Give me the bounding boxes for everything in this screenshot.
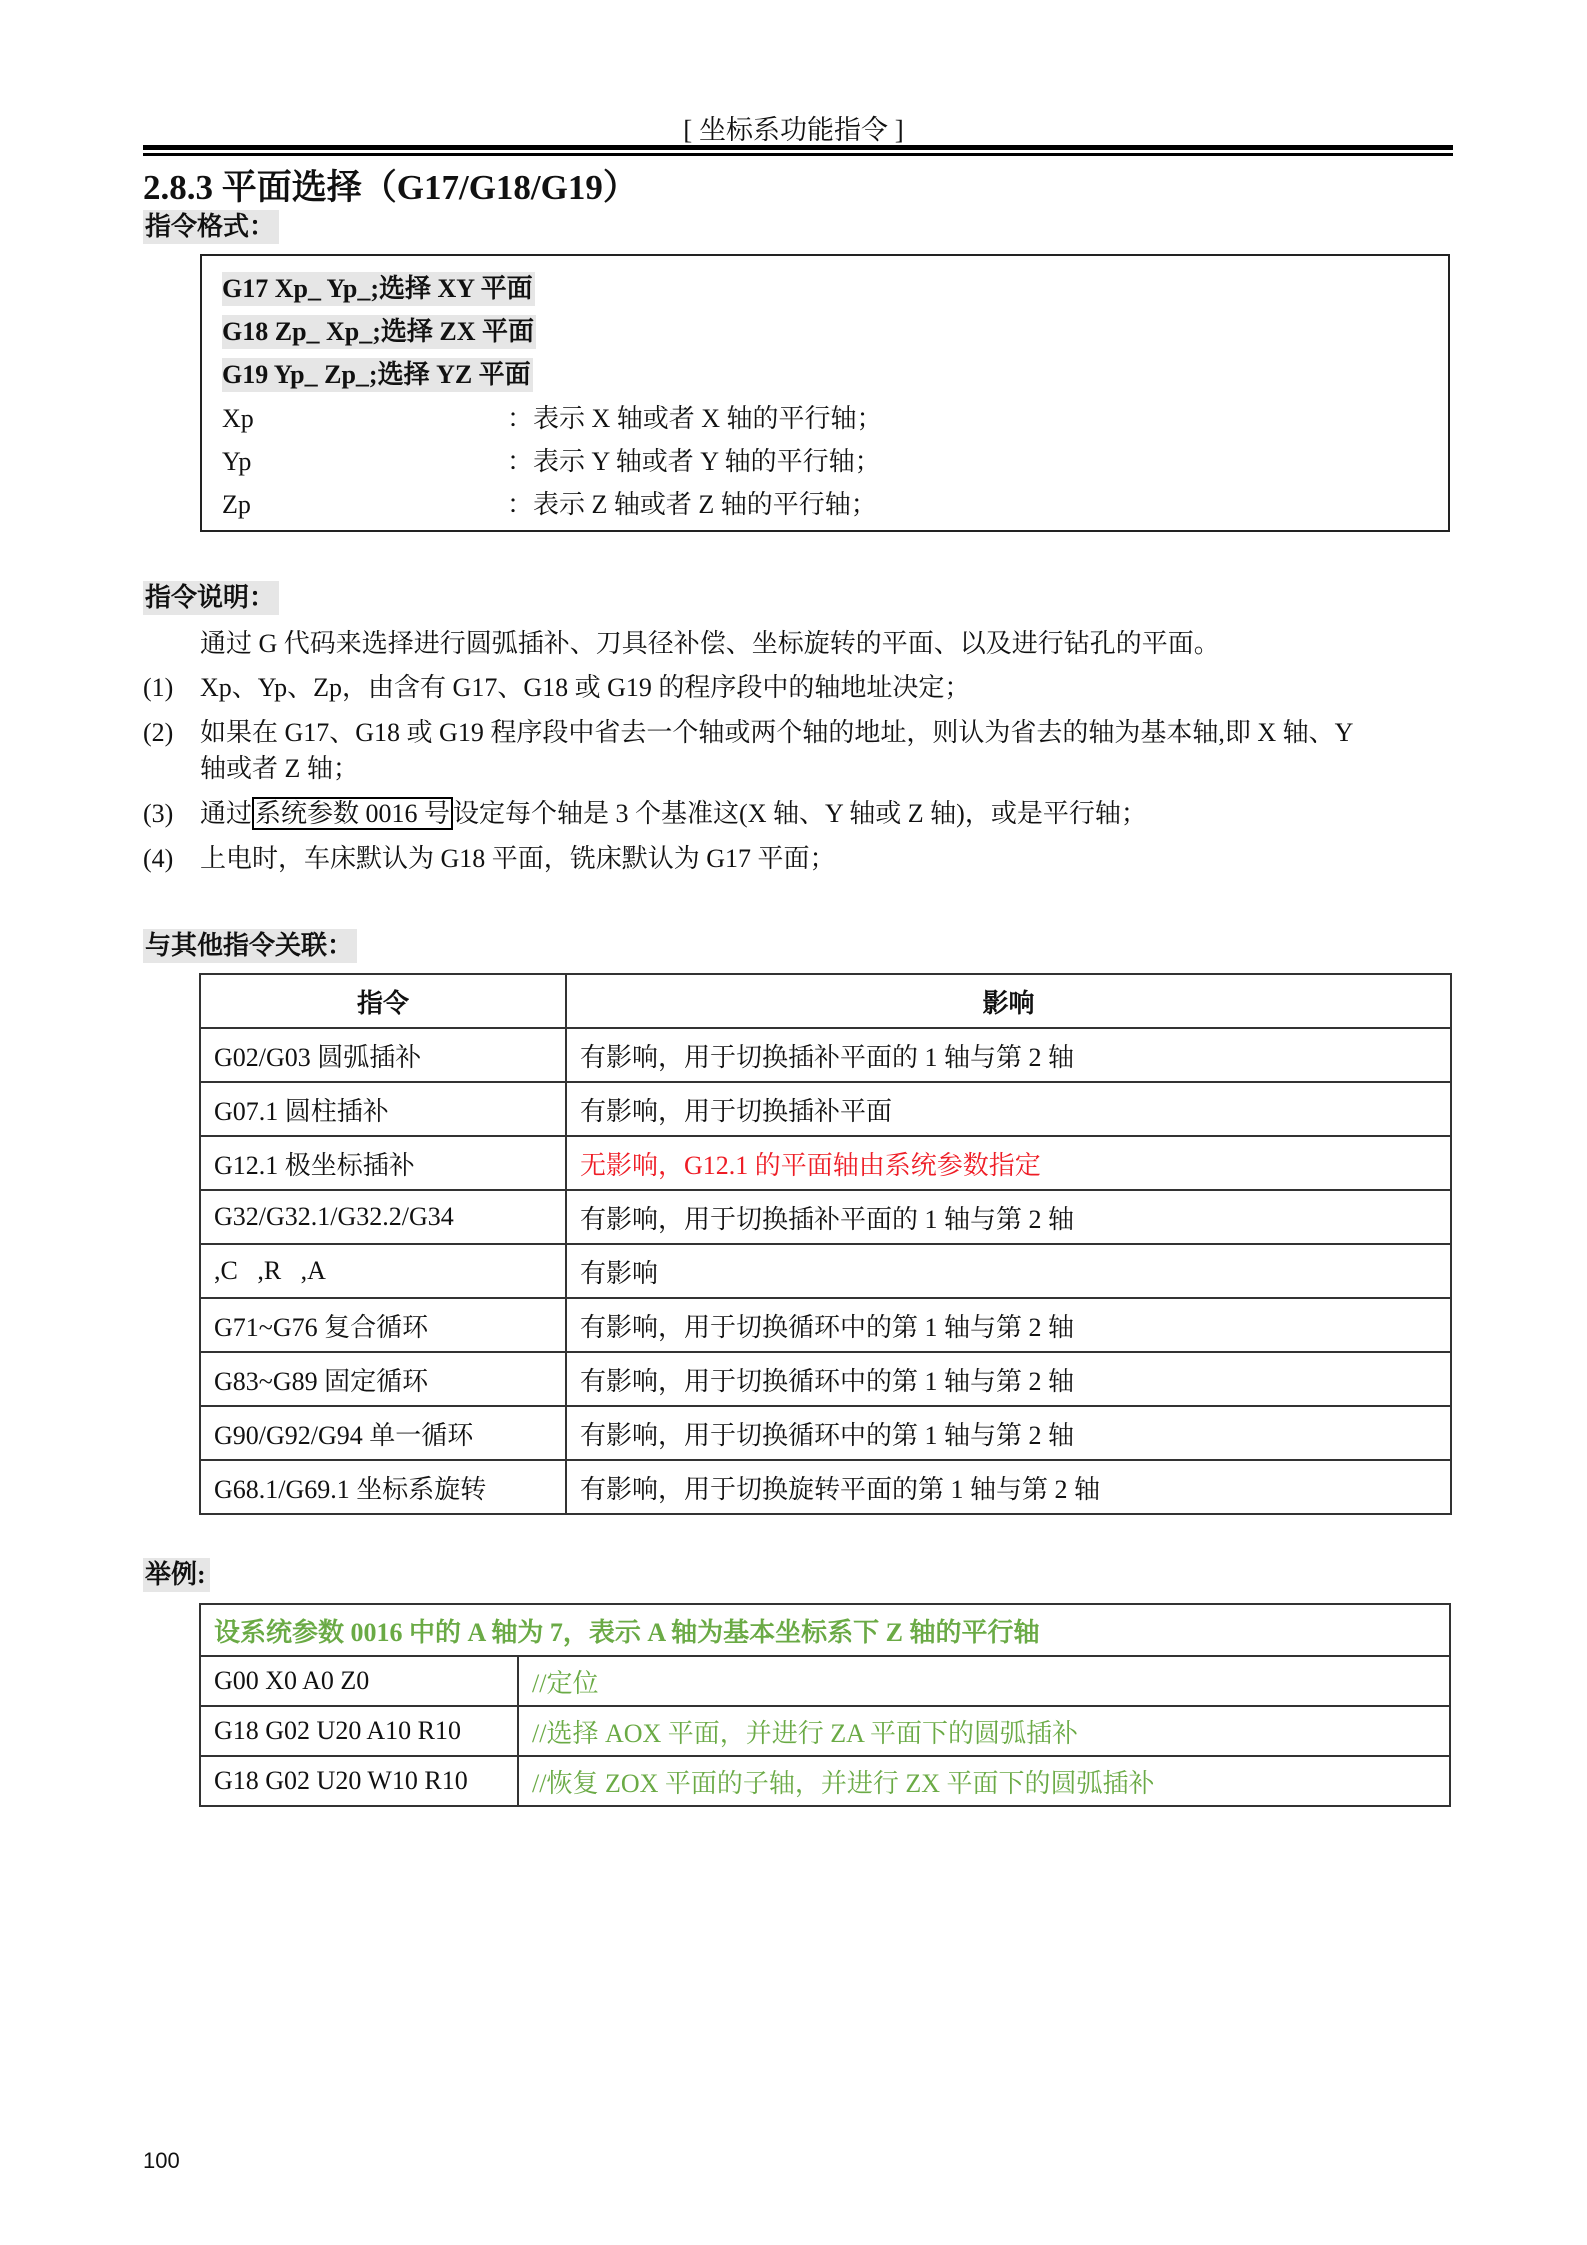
format-command-g17: G17 Xp_ Yp_;选择 XY 平面 [222, 272, 535, 306]
example-code: G00 X0 A0 Z0 [200, 1656, 518, 1706]
item-1-text: Xp、Yp、Zp，由含有 G17、G18 或 G19 的程序段中的轴地址决定； [200, 673, 971, 702]
section-title: 2.8.3 平面选择（G17/G18/G19） [143, 168, 638, 207]
item-4-text: 上电时，车床默认为 G18 平面，铣床默认为 G17 平面； [200, 844, 836, 873]
row-effect: 有影响 [566, 1244, 1451, 1298]
item-3-post: 设定每个轴是 3 个基准这(X 轴、Y 轴或 Z 轴)，或是平行轴； [453, 799, 1147, 828]
table-row [200, 1298, 1451, 1352]
example-table [199, 1603, 1451, 1807]
item-2-text: 如果在 G17、G18 或 G19 程序段中省去一个轴或两个轴的地址，则认为省去的轴为基本轴,即 X 轴、Y [200, 718, 1354, 747]
example-comment: //定位 [518, 1656, 1450, 1706]
header-rule-thick [143, 145, 1453, 150]
example-row [200, 1756, 1450, 1806]
param-desc-zp: ：表示 Z 轴或者 Z 轴的平行轴； [507, 490, 877, 519]
item-2-number: (2) [143, 718, 174, 747]
row-effect: 有影响，用于切换插补平面 [566, 1082, 1451, 1136]
row-effect: 有影响，用于切换循环中的第 1 轴与第 2 轴 [566, 1352, 1451, 1406]
row-command: G02/G03 圆弧插补 [200, 1028, 566, 1082]
example-row [200, 1656, 1450, 1706]
row-effect: 有影响，用于切换循环中的第 1 轴与第 2 轴 [566, 1298, 1451, 1352]
relations-label: 与其他指令关联： [143, 929, 357, 963]
param-name-zp: Zp [222, 490, 251, 519]
item-2-text-cont: 轴或者 Z 轴； [200, 754, 359, 783]
format-label: 指令格式： [143, 210, 279, 244]
header-effect: 影响 [566, 974, 1451, 1028]
example-comment: //恢复 ZOX 平面的子轴，并进行 ZX 平面下的圆弧插补 [518, 1756, 1450, 1806]
example-code: G18 G02 U20 A10 R10 [200, 1706, 518, 1756]
row-command: G83~G89 固定循环 [200, 1352, 566, 1406]
row-effect: 有影响，用于切换插补平面的 1 轴与第 2 轴 [566, 1190, 1451, 1244]
table-row [200, 1406, 1451, 1460]
table-row [200, 1244, 1451, 1298]
table-row [200, 1352, 1451, 1406]
example-row [200, 1706, 1450, 1756]
row-command: G90/G92/G94 单一循环 [200, 1406, 566, 1460]
param-0016-reference: 系统参数 0016 号 [252, 797, 453, 830]
item-1-number: (1) [143, 673, 174, 702]
row-command: G12.1 极坐标插补 [200, 1136, 566, 1190]
item-3-number: (3) [143, 799, 174, 828]
row-effect: 有影响，用于切换插补平面的 1 轴与第 2 轴 [566, 1028, 1451, 1082]
format-box [200, 254, 1450, 532]
example-label: 举例: [143, 1558, 210, 1592]
header-title: [ 坐标系功能指令 ] [683, 115, 904, 145]
example-comment: //选择 AOX 平面，并进行 ZA 平面下的圆弧插补 [518, 1706, 1450, 1756]
param-name-xp: Xp [222, 404, 254, 433]
example-heading-row [200, 1604, 1450, 1656]
format-command-g19: G19 Yp_ Zp_;选择 YZ 平面 [222, 358, 533, 392]
item-4-number: (4) [143, 844, 174, 873]
row-command: G71~G76 复合循环 [200, 1298, 566, 1352]
format-command-g18: G18 Zp_ Xp_;选择 ZX 平面 [222, 315, 536, 349]
relations-table [199, 973, 1452, 1515]
header-rule-thin [143, 153, 1453, 156]
table-row [200, 1028, 1451, 1082]
header-command: 指令 [200, 974, 566, 1028]
row-effect-highlight: 无影响，G12.1 的平面轴由系统参数指定 [566, 1136, 1451, 1190]
description-label: 指令说明： [143, 581, 279, 615]
example-heading: 设系统参数 0016 中的 A 轴为 7，表示 A 轴为基本坐标系下 Z 轴的平行轴 [200, 1604, 1450, 1656]
item-3-text [200, 797, 1147, 831]
param-desc-xp: ：表示 X 轴或者 X 轴的平行轴； [507, 404, 883, 433]
table-row [200, 1136, 1451, 1190]
description-intro: 通过 G 代码来选择进行圆弧插补、刀具径补偿、坐标旋转的平面、以及进行钻孔的平面。 [200, 629, 1220, 658]
example-code: G18 G02 U20 W10 R10 [200, 1756, 518, 1806]
param-desc-yp: ：表示 Y 轴或者 Y 轴的平行轴； [507, 447, 881, 476]
row-command: G07.1 圆柱插补 [200, 1082, 566, 1136]
table-row [200, 1190, 1451, 1244]
page-number: 100 [143, 2148, 180, 2173]
row-command: G32/G32.1/G32.2/G34 [200, 1190, 566, 1244]
row-command: G68.1/G69.1 坐标系旋转 [200, 1460, 566, 1514]
relations-header-row [200, 974, 1451, 1028]
row-command: ,C ,R ,A [200, 1244, 566, 1298]
param-name-yp: Yp [222, 447, 252, 476]
row-effect: 有影响，用于切换循环中的第 1 轴与第 2 轴 [566, 1406, 1451, 1460]
item-3-pre: 通过 [200, 799, 253, 828]
row-effect: 有影响，用于切换旋转平面的第 1 轴与第 2 轴 [566, 1460, 1451, 1514]
table-row [200, 1460, 1451, 1514]
table-row [200, 1082, 1451, 1136]
